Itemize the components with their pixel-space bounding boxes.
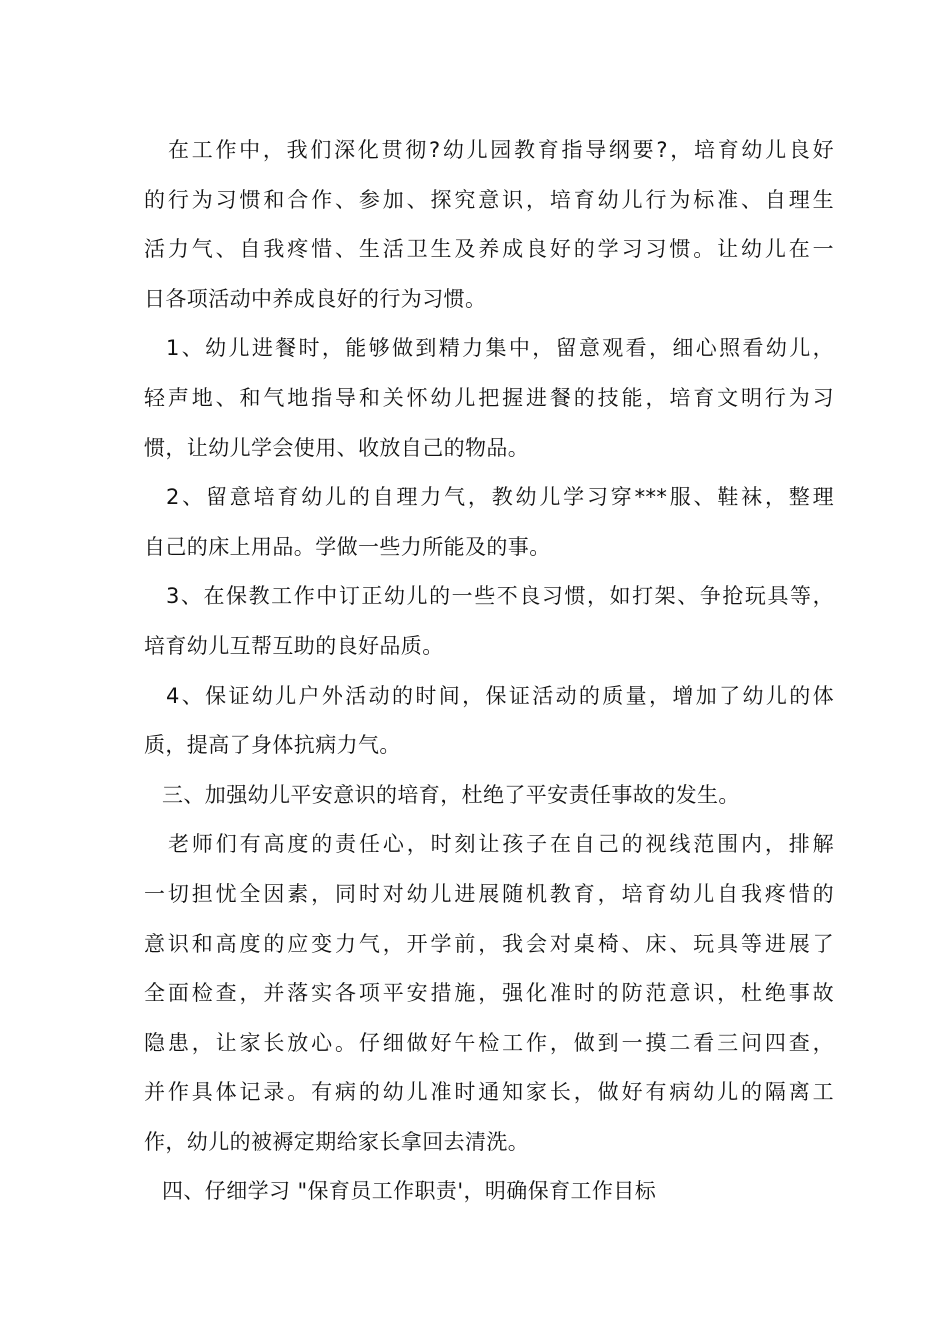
paragraph-line: 并作具体记录。有病的幼儿准时通知家长，做好有病幼儿的隔离工: [144, 1080, 834, 1105]
section-heading: 三、加强幼儿平安意识的培育，杜绝了平安责任事故的发生。: [162, 782, 740, 807]
paragraph-line: 作，幼儿的被褥定期给家长拿回去清洗。: [144, 1129, 530, 1154]
paragraph-line: 全面检查，并落实各项平安措施，强化准时的防范意识，杜绝事故: [144, 981, 834, 1006]
paragraph-line: 培育幼儿互帮互助的良好品质。: [144, 633, 444, 658]
paragraph-line: 自己的床上用品。学做一些力所能及的事。: [144, 534, 551, 559]
paragraph-line: 1、幼儿进餐时，能够做到精力集中，留意观看，细心照看幼儿，: [166, 336, 834, 361]
paragraph-line: 意识和高度的应变力气，开学前，我会对桌椅、床、玩具等进展了: [144, 931, 834, 956]
paragraph-line: 质，提高了身体抗病力气。: [144, 733, 401, 758]
paragraph-line: 2、留意培育幼儿的自理力气，教幼儿学习穿***服、鞋袜，整理: [166, 485, 834, 510]
paragraph-line: 一切担忧全因素，同时对幼儿进展随机教育，培育幼儿自我疼惜的: [144, 881, 834, 906]
paragraph-line: 活力气、自我疼惜、生活卫生及养成良好的学习习惯。让幼儿在一: [144, 237, 834, 262]
paragraph-line: 老师们有高度的责任心，时刻让孩子在自己的视线范围内，排解: [168, 832, 834, 857]
paragraph-line: 轻声地、和气地指导和关怀幼儿把握进餐的技能，培育文明行为习: [144, 385, 834, 410]
paragraph-line: 3、在保教工作中订正幼儿的一些不良习惯，如打架、争抢玩具等，: [166, 584, 834, 609]
section-heading: 四、仔细学习 "保育员工作职责'，明确保育工作目标: [162, 1179, 657, 1204]
paragraph-line: 的行为习惯和合作、参加、探究意识，培育幼儿行为标准、自理生: [144, 187, 834, 212]
document-body: [144, 126, 834, 1217]
paragraph-line: 日各项活动中养成良好的行为习惯。: [144, 286, 487, 311]
paragraph-line: 隐患，让家长放心。仔细做好午检工作，做到一摸二看三问四查，: [144, 1030, 834, 1055]
paragraph-line: 惯，让幼儿学会使用、收放自己的物品。: [144, 435, 530, 460]
paragraph-line: 4、保证幼儿户外活动的时间，保证活动的质量，增加了幼儿的体: [166, 683, 834, 708]
paragraph-line: 在工作中，我们深化贯彻?幼儿园教育指导纲要?，培育幼儿良好: [168, 138, 834, 162]
